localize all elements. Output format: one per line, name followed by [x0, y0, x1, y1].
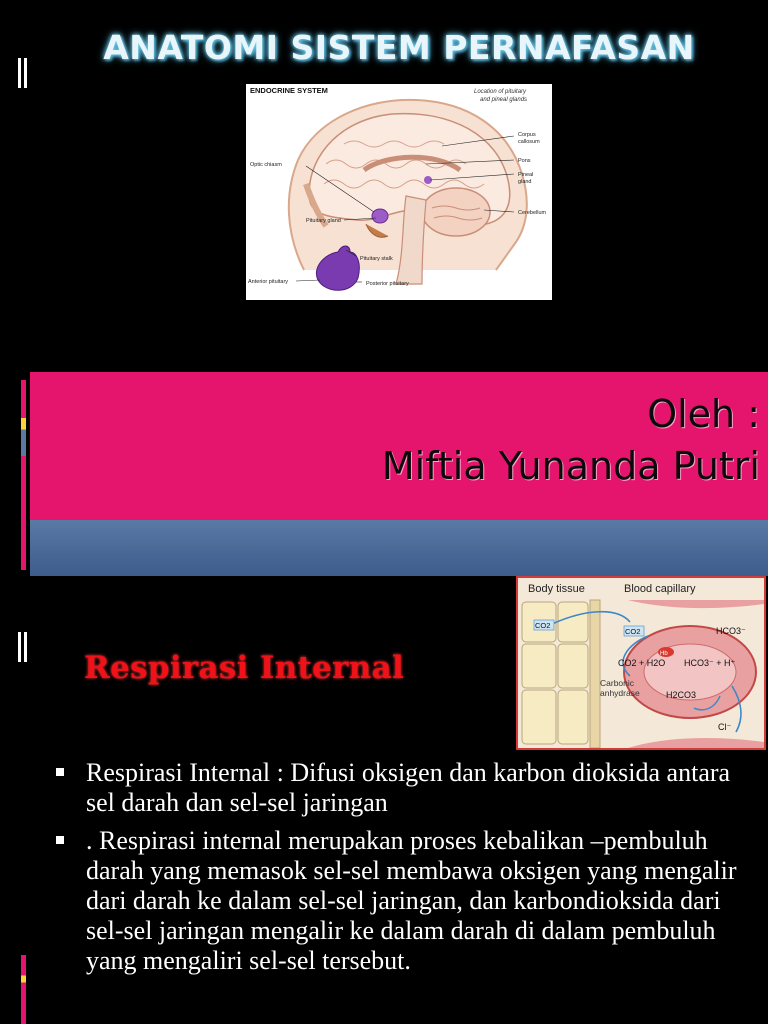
fig-label-pituitary: Pituitary gland — [306, 218, 341, 224]
edge-strip-bottom — [21, 955, 26, 1024]
section-heading: Respirasi Internal — [84, 650, 405, 686]
fig-hco3-h: HCO3⁻ + H⁺ — [684, 658, 736, 668]
edge-mark-top — [18, 58, 21, 88]
slide-title — [30, 0, 768, 488]
fig-label-pineal-1: Pineal — [518, 172, 534, 178]
author-block — [382, 388, 760, 492]
edge-mark-top-2 — [24, 58, 27, 88]
fig-cl: Cl⁻ — [718, 722, 732, 732]
fig-header-right-1: Location of pituitary — [474, 89, 527, 95]
fig-label-anterior: Anterior pituitary — [248, 279, 289, 285]
fig-header-right-2: and pineal glands — [480, 97, 528, 103]
bullet-square-icon — [56, 768, 64, 776]
fig-blood-capillary: Blood capillary — [624, 583, 696, 595]
fig-label-cerebellum: Cerebellum — [518, 210, 547, 216]
accent-band — [30, 520, 768, 576]
fig-label-corpus-2: callosum — [518, 139, 540, 145]
author-label: Oleh : — [647, 392, 760, 436]
edge-strip-top — [21, 380, 26, 570]
gas-exchange-figure — [516, 576, 766, 750]
fig-hco3-top: HCO3⁻ — [716, 626, 746, 636]
fig-label-pineal-2: gland — [518, 179, 532, 185]
bullet-item-2 — [56, 826, 764, 976]
fig-carbonic-2: anhydrase — [600, 688, 640, 698]
bullet-text-1: Respirasi Internal : Difusi oksigen dan karbon dioksida antara sel darah dan sel-sel jaringan — [86, 758, 731, 817]
fig-header-left: ENDOCRINE SYSTEM — [250, 86, 328, 95]
fig-co2-a: CO2 — [535, 621, 551, 630]
edge-mark-bottom-2 — [24, 632, 27, 662]
bullet-square-icon — [56, 836, 64, 844]
fig-h2co3: H2CO3 — [666, 690, 697, 700]
fig-reaction: CO2 + H2O — [618, 658, 666, 668]
fig-body-tissue: Body tissue — [528, 583, 585, 595]
author-name: Miftia Yunanda Putri — [381, 444, 760, 488]
bullet-item-1 — [56, 758, 764, 818]
fig-carbonic-1: Carbonic — [600, 678, 635, 688]
fig-hb: Hb — [660, 651, 668, 657]
endocrine-brain-figure — [246, 84, 552, 300]
fig-label-corpus-1: Corpus — [518, 132, 536, 138]
fig-label-pons: Pons — [518, 158, 531, 164]
fig-co2-b: CO2 — [625, 627, 641, 636]
bullet-list — [56, 758, 764, 984]
fig-label-stalk: Pituitary stalk — [360, 256, 393, 262]
edge-mark-bottom — [18, 632, 21, 662]
bullet-text-2: . Respirasi internal merupakan proses kebalikan –pembuluh darah yang memasok sel-sel membawa oksigen yang mengalir dari darah ke dalam sel-sel jaringan, dan karbondioksida dari sel-sel jaringan mengalir ke dalam darah di dalam pembuluh yang mengaliri sel-sel tersebut. — [86, 826, 737, 975]
slide-title-heading: ANATOMI SISTEM PERNAFASAN — [103, 28, 695, 67]
fig-label-optic: Optic chiasm — [250, 162, 282, 168]
slide-internal-respiration — [30, 576, 768, 1024]
fig-label-posterior: Posterior pituitary — [366, 281, 409, 287]
